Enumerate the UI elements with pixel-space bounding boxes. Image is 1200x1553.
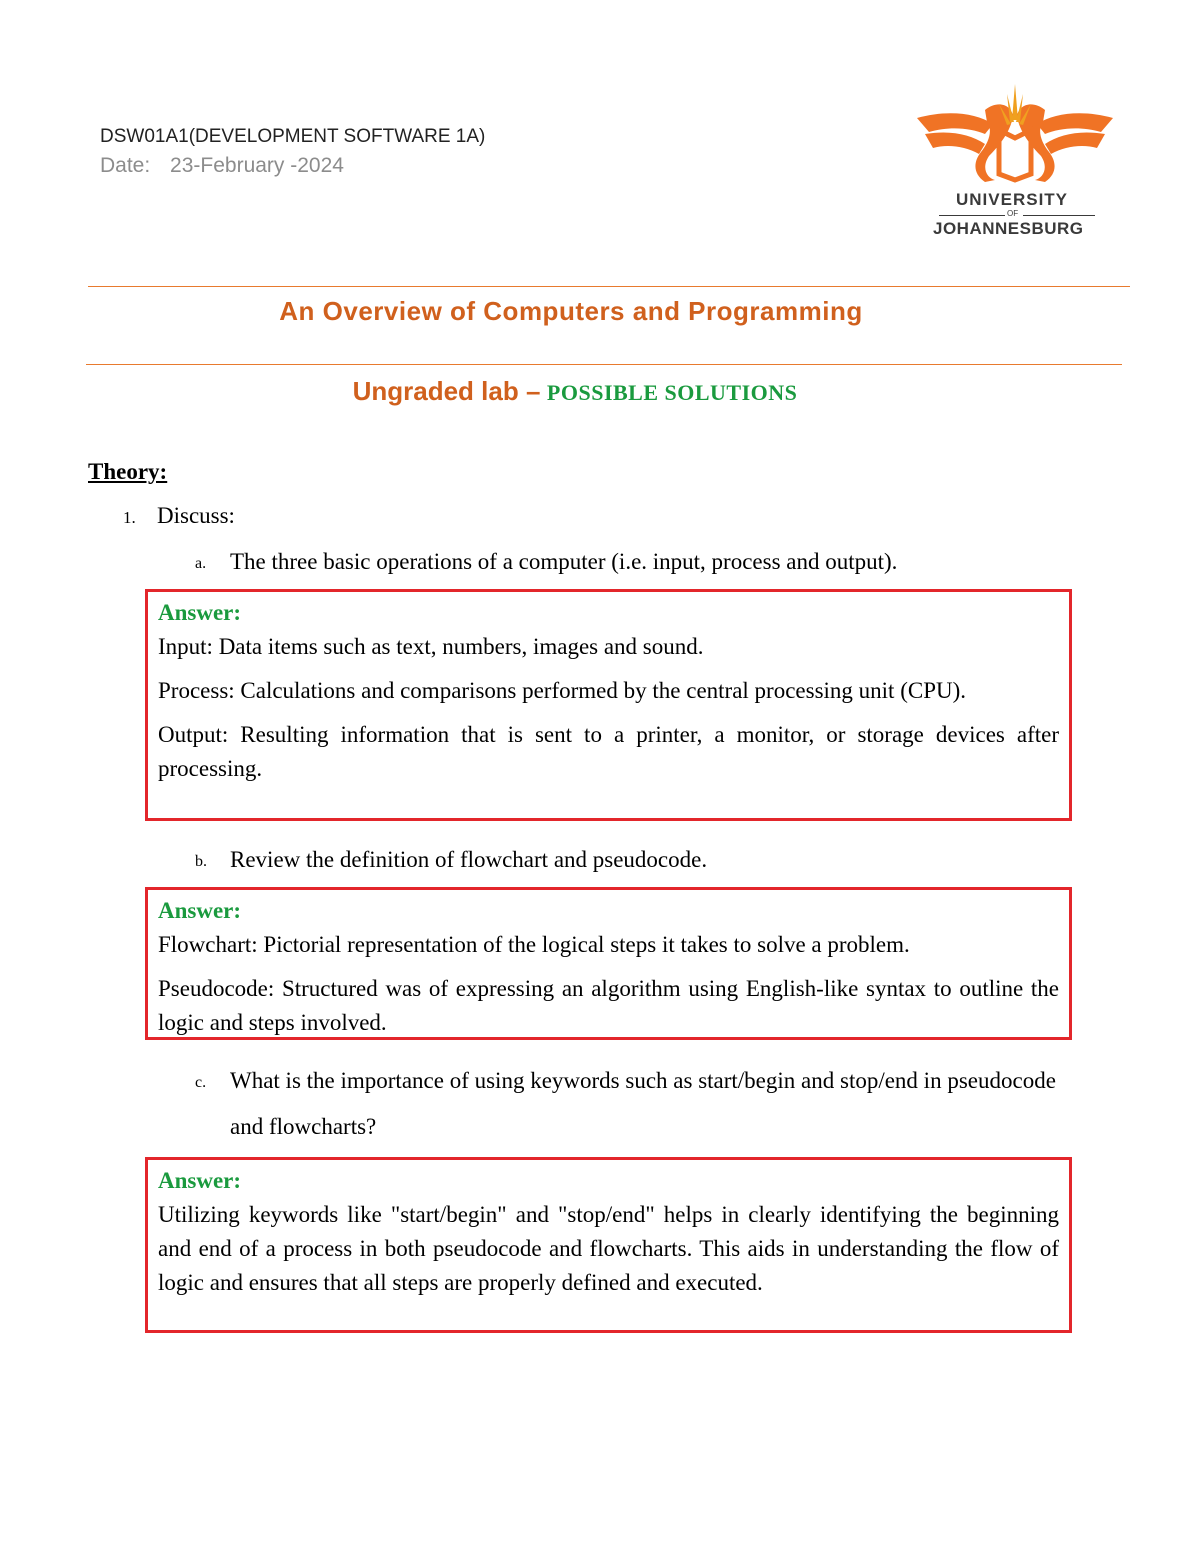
answer-paragraph: Flowchart: Pictorial representation of the logical steps it takes to solve a problem.: [158, 932, 910, 957]
document-date: [100, 154, 344, 178]
date-label: Date:: [100, 154, 151, 177]
answer-label: Answer:: [158, 1168, 242, 1193]
subtitle-solutions-label: POSSIBLE SOLUTIONS: [546, 380, 798, 405]
logo-divider-right: [1023, 215, 1095, 216]
list-number: 1.: [123, 508, 136, 527]
title-bottom-rule: [86, 364, 1122, 365]
page-title: An Overview of Computers and Programming: [279, 296, 863, 326]
answer-box-c: [145, 1157, 1072, 1333]
page-subtitle: [0, 376, 1150, 407]
subtitle-lab-label: Ungraded lab –: [352, 376, 541, 406]
logo-divider-left: [939, 215, 1005, 216]
answer-label: Answer:: [158, 898, 242, 923]
university-emblem-icon: [915, 82, 1115, 242]
question-letter-b: b.: [195, 853, 207, 870]
answer-paragraph: Process: Calculations and comparisons performed by the central processing unit (CPU).: [158, 678, 967, 703]
answer-box-b: [145, 887, 1072, 1040]
question-text-b: Review the definition of flowchart and pseudocode.: [230, 847, 708, 872]
logo-line-university: UNIVERSITY: [956, 190, 1069, 209]
answer-box-a: [145, 589, 1072, 821]
logo-line-of: OF: [1007, 209, 1019, 218]
answer-paragraph: Input: Data items such as text, numbers, images and sound.: [158, 634, 704, 659]
section-heading: Theory:: [88, 459, 168, 484]
date-value: 23-February -2024: [170, 154, 344, 177]
question-text-c: What is the importance of using keywords such as start/begin and stop/end in pseudocode and flowcharts?: [230, 1068, 1056, 1139]
answer-paragraph: Output: Resulting information that is sent to a printer, a monitor, or storage devices after processing.: [158, 722, 1059, 781]
answer-paragraph: Pseudocode: Structured was of expressing an algorithm using English-like syntax to outline the logic and steps involved.: [158, 976, 1059, 1035]
course-title: DSW01A1(DEVELOPMENT SOFTWARE 1A): [100, 126, 486, 147]
university-logo: [915, 82, 1115, 242]
question-letter-c: c.: [195, 1074, 207, 1091]
question-letter-a: a.: [195, 555, 207, 572]
list-item-discuss: Discuss:: [157, 503, 235, 528]
logo-line-johannesburg: JOHANNESBURG: [933, 219, 1084, 238]
answer-paragraph: Utilizing keywords like "start/begin" and "stop/end" helps in clearly identifying the beginning and end of a process in both pseudocode and flowcharts. This aids in understanding the flow of logic and ensures that all steps are properly defined and executed.: [158, 1202, 1059, 1295]
title-top-rule: [88, 286, 1130, 287]
answer-label: Answer:: [158, 600, 242, 625]
question-text-a: The three basic operations of a computer (i.e. input, process and output).: [230, 549, 898, 574]
